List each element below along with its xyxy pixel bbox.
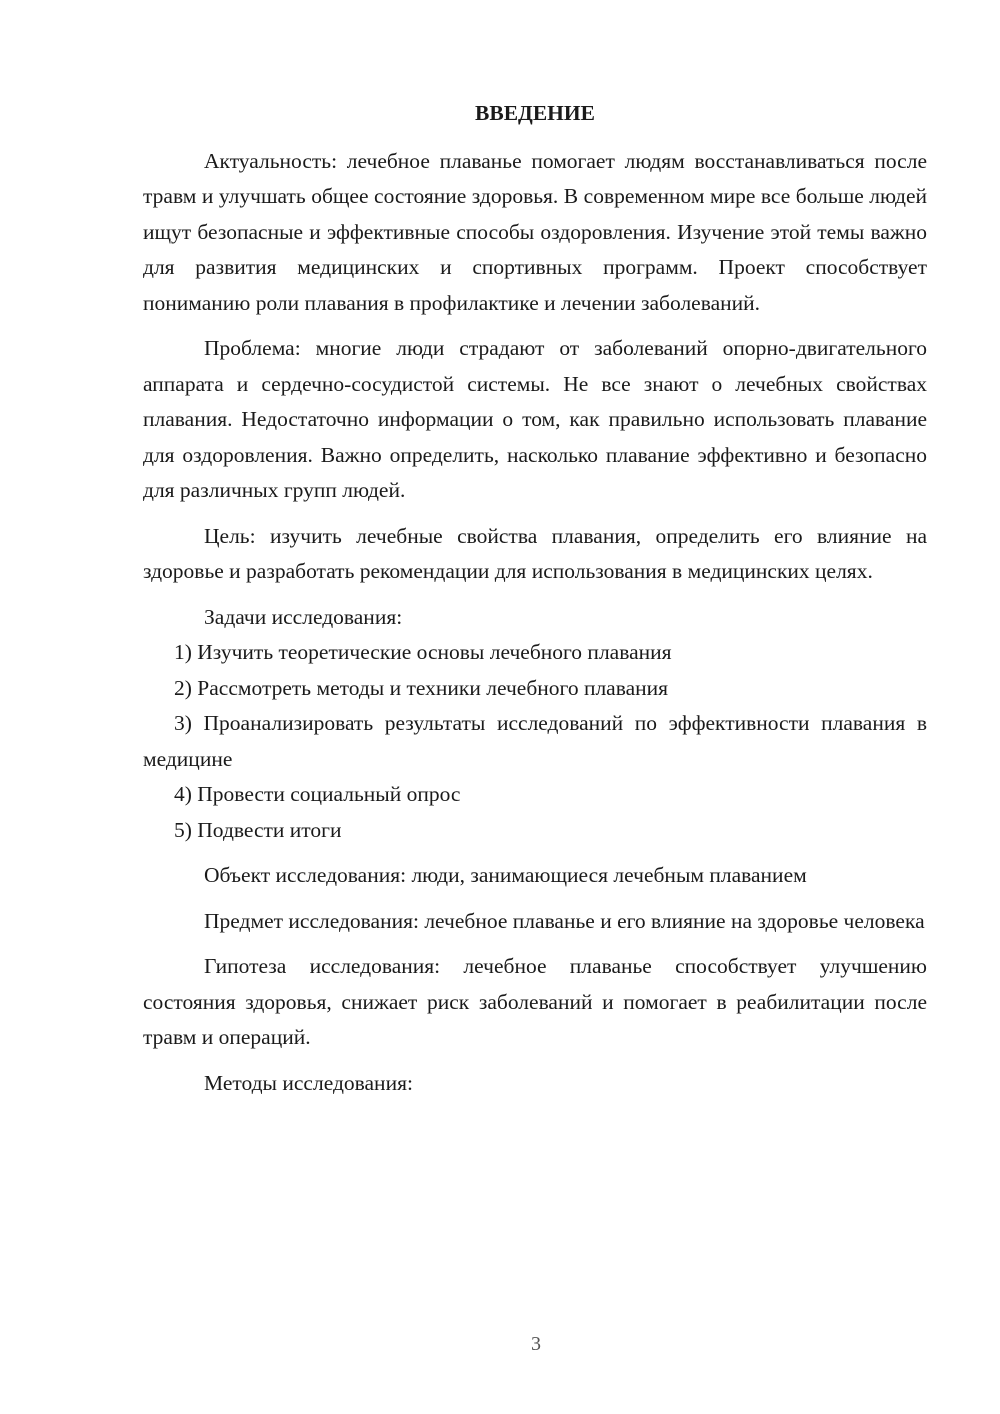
task-item-1: 1) Изучить теоретические основы лечебного плавания bbox=[174, 640, 672, 664]
task-item-5: 5) Подвести итоги bbox=[174, 817, 342, 842]
subject-paragraph: Предмет исследования: лечебное плаванье и его влияние на здоровье человека bbox=[204, 908, 925, 933]
section-title: ВВЕДЕНИЕ bbox=[475, 101, 595, 125]
problem-paragraph: Проблема: многие люди страдают от заболеваний опорно-двигательного аппарата и сердечно-сосудистой системы. Не все знают о лечебных свойствах плавания. Недостаточно информации о том, как правильно использовать плавание для оздоровления. Важно определить, насколько плавание эффективно и безопасно для различных групп людей. bbox=[143, 336, 927, 502]
goal-paragraph: Цель: изучить лечебные свойства плавания, определить его влияние на здоровье и разработать рекомендации для использования в медицинских целях. bbox=[143, 523, 927, 583]
page-number: 3 bbox=[531, 1333, 541, 1355]
hypothesis-paragraph: Гипотеза исследования: лечебное плаванье способствует улучшению состояния здоровья, снижает риск заболеваний и помогает в реабилитации после травм и операций. bbox=[143, 954, 927, 1049]
object-paragraph: Объект исследования: люди, занимающиеся лечебным плаванием bbox=[204, 863, 807, 887]
task-item-3: 3) Проанализировать результаты исследований по эффективности плавания в медицине bbox=[143, 711, 927, 771]
task-item-4: 4) Провести социальный опрос bbox=[174, 782, 461, 806]
document-page bbox=[143, 96, 927, 1101]
tasks-heading: Задачи исследования: bbox=[204, 604, 403, 629]
relevance-paragraph: Актуальность: лечебное плаванье помогает людям восстанавливаться после травм и улучшать общее состояние здоровья. В современном мире все больше людей ищут безопасные и эффективные способы оздоровления. Изучение этой темы важно для развития медицинских и спортивных программ. Проект способствует пониманию роли плавания в профилактике и лечении заболеваний. bbox=[143, 148, 927, 315]
methods-heading: Методы исследования: bbox=[204, 1070, 413, 1095]
task-item-2: 2) Рассмотреть методы и техники лечебного плавания bbox=[174, 675, 669, 700]
